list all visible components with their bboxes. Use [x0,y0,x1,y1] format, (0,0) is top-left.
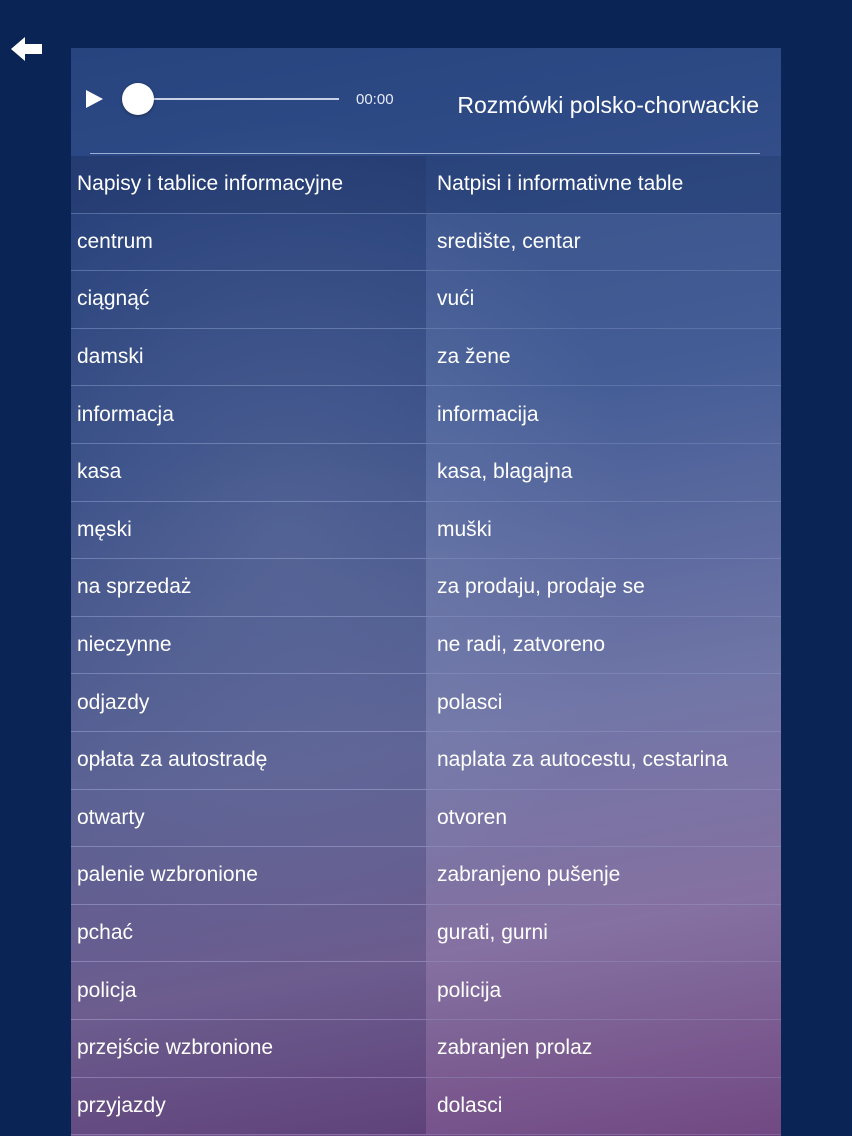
phrase-croatian[interactable]: za prodaju, prodaje se [426,559,781,616]
audio-player-header [71,48,781,154]
audio-progress-thumb[interactable] [122,83,154,115]
phrasebook-panel [71,48,781,1136]
phrase-croatian[interactable]: vući [426,271,781,328]
header-polish: Napisy i tablice informacyjne [71,156,426,213]
phrase-polish[interactable]: odjazdy [71,674,426,731]
table-row[interactable] [71,214,781,272]
phrase-polish[interactable]: przejście wzbronione [71,1020,426,1077]
phrase-croatian[interactable]: informacija [426,386,781,443]
phrase-croatian[interactable]: zabranjen prolaz [426,1020,781,1077]
phrase-croatian[interactable]: gurati, gurni [426,905,781,962]
phrase-table [71,156,781,1135]
table-row[interactable] [71,329,781,387]
phrase-polish[interactable]: opłata za autostradę [71,732,426,789]
phrase-polish[interactable]: nieczynne [71,617,426,674]
phrase-polish[interactable]: centrum [71,214,426,271]
table-row[interactable] [71,502,781,560]
phrase-croatian[interactable]: policija [426,962,781,1019]
phrase-croatian[interactable]: ne radi, zatvoreno [426,617,781,674]
phrase-polish[interactable]: przyjazdy [71,1078,426,1135]
table-row[interactable] [71,617,781,675]
table-row[interactable] [71,732,781,790]
audio-progress-slider[interactable] [137,98,339,100]
table-row[interactable] [71,847,781,905]
table-header-row [71,156,781,214]
phrase-croatian[interactable]: dolasci [426,1078,781,1135]
phrase-croatian[interactable]: središte, centar [426,214,781,271]
play-button[interactable] [83,88,105,110]
table-row[interactable] [71,790,781,848]
table-row[interactable] [71,1078,781,1136]
phrase-croatian[interactable]: kasa, blagajna [426,444,781,501]
phrase-polish[interactable]: damski [71,329,426,386]
header-divider [90,153,760,154]
back-arrow-icon [8,34,46,64]
play-icon [83,88,105,110]
phrase-polish[interactable]: kasa [71,444,426,501]
phrase-polish[interactable]: otwarty [71,790,426,847]
table-row[interactable] [71,674,781,732]
table-row[interactable] [71,962,781,1020]
phrase-polish[interactable]: na sprzedaż [71,559,426,616]
audio-time: 00:00 [356,91,394,108]
table-row[interactable] [71,444,781,502]
table-row[interactable] [71,1020,781,1078]
table-row[interactable] [71,386,781,444]
phrase-croatian[interactable]: polasci [426,674,781,731]
phrase-croatian[interactable]: za žene [426,329,781,386]
phrase-polish[interactable]: pchać [71,905,426,962]
phrase-polish[interactable]: informacja [71,386,426,443]
page-title: Rozmówki polsko-chorwackie [457,92,759,118]
phrase-croatian[interactable]: zabranjeno pušenje [426,847,781,904]
phrase-croatian[interactable]: otvoren [426,790,781,847]
phrase-croatian[interactable]: muški [426,502,781,559]
phrase-polish[interactable]: palenie wzbronione [71,847,426,904]
back-button[interactable] [8,34,46,64]
phrase-polish[interactable]: policja [71,962,426,1019]
table-row[interactable] [71,905,781,963]
header-croatian: Natpisi i informativne table [426,156,781,213]
table-row[interactable] [71,271,781,329]
phrase-polish[interactable]: ciągnąć [71,271,426,328]
table-row[interactable] [71,559,781,617]
phrase-polish[interactable]: męski [71,502,426,559]
phrase-croatian[interactable]: naplata za autocestu, cestarina [426,732,781,789]
